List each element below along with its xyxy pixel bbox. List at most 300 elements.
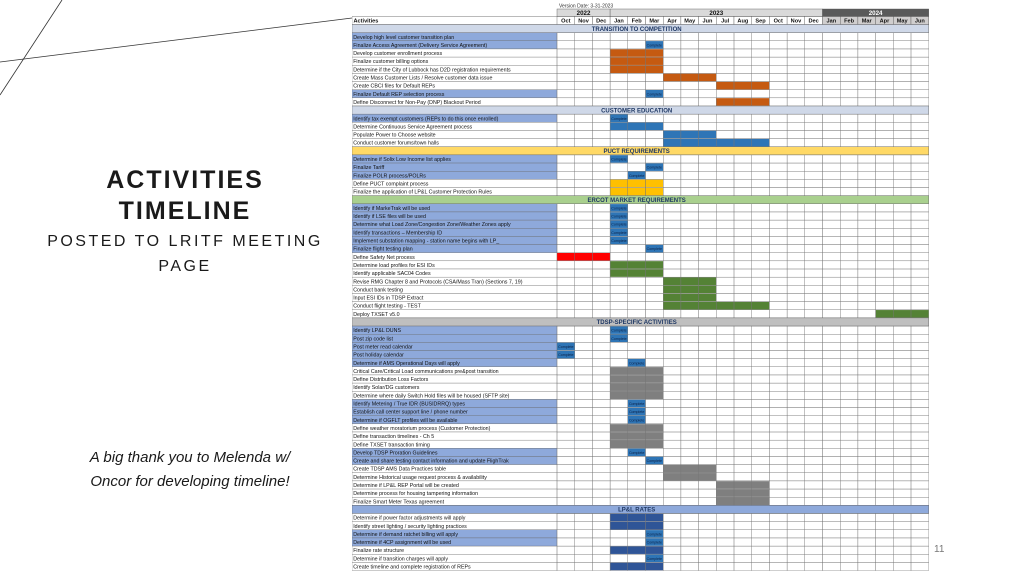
grid-cell <box>893 530 911 538</box>
grid-cell <box>681 432 699 440</box>
grid-cell <box>681 253 699 261</box>
grid-cell <box>628 334 646 342</box>
grid-cell <box>646 359 664 367</box>
activity-bar <box>610 188 663 196</box>
activity-label: Post meter read calendar <box>353 344 413 351</box>
grid-cell <box>716 293 734 301</box>
grid-cell <box>699 204 717 212</box>
grid-cell <box>646 399 664 407</box>
grid-cell <box>876 456 894 464</box>
grid-cell <box>876 269 894 277</box>
grid-cell <box>769 57 787 65</box>
grid-cell <box>575 293 593 301</box>
grid-cell <box>592 351 610 359</box>
grid-cell <box>716 408 734 416</box>
grid-cell <box>840 375 858 383</box>
grid-cell <box>858 130 876 138</box>
grid-cell <box>858 41 876 49</box>
grid-cell <box>716 383 734 391</box>
grid-cell <box>805 98 823 106</box>
page-number: 11 <box>934 544 945 555</box>
grid-cell <box>610 82 628 90</box>
grid-cell <box>752 416 770 424</box>
grid-cell <box>575 473 593 481</box>
grid-cell <box>734 57 752 65</box>
grid-cell <box>823 522 841 530</box>
grid-cell <box>769 130 787 138</box>
grid-cell <box>681 497 699 505</box>
activity-bar <box>610 375 663 383</box>
grid-cell <box>716 163 734 171</box>
grid-cell <box>893 220 911 228</box>
grid-cell <box>557 359 575 367</box>
grid-cell <box>592 155 610 163</box>
grid-cell <box>858 253 876 261</box>
grid-cell <box>592 73 610 81</box>
grid-cell <box>805 424 823 432</box>
grid-cell <box>752 408 770 416</box>
grid-cell <box>911 253 929 261</box>
grid-cell <box>592 228 610 236</box>
grid-cell <box>752 236 770 244</box>
grid-cell <box>858 465 876 473</box>
grid-cell <box>858 342 876 350</box>
grid-cell <box>557 41 575 49</box>
activity-label: Input ESI IDs in TDSP Extract <box>353 295 424 302</box>
grid-cell <box>557 334 575 342</box>
activity-label: Determine if OGFLT profiles will be available <box>353 417 458 424</box>
grid-cell <box>840 73 858 81</box>
grid-cell <box>592 562 610 570</box>
grid-cell <box>557 90 575 98</box>
grid-cell <box>699 554 717 562</box>
grid-cell <box>787 399 805 407</box>
complete-label: Complete <box>611 116 627 121</box>
grid-cell <box>787 562 805 570</box>
grid-cell <box>628 351 646 359</box>
grid-cell <box>858 261 876 269</box>
grid-cell <box>663 98 681 106</box>
grid-cell <box>734 188 752 196</box>
grid-cell <box>876 554 894 562</box>
grid-cell <box>663 416 681 424</box>
grid-cell <box>575 130 593 138</box>
grid-cell <box>787 130 805 138</box>
activity-label: Identify Metering / True IDR (BUSIDRRQ) types <box>353 401 466 408</box>
grid-cell <box>769 456 787 464</box>
grid-cell <box>646 204 664 212</box>
grid-cell <box>557 65 575 73</box>
grid-cell <box>893 236 911 244</box>
month-label: Feb <box>631 18 642 25</box>
grid-cell <box>752 245 770 253</box>
activity-label: Determine what Load Zone/Congestion Zone/Weather Zones apply <box>353 222 511 229</box>
month-label: Apr <box>879 18 890 25</box>
grid-cell <box>663 554 681 562</box>
grid-cell <box>575 228 593 236</box>
grid-cell <box>628 342 646 350</box>
grid-cell <box>911 171 929 179</box>
grid-cell <box>893 546 911 554</box>
grid-cell <box>893 171 911 179</box>
activity-bar <box>663 294 716 302</box>
activity-bar <box>610 66 663 74</box>
grid-cell <box>575 367 593 375</box>
grid-cell <box>592 302 610 310</box>
grid-cell <box>840 530 858 538</box>
grid-cell <box>911 342 929 350</box>
grid-cell <box>592 440 610 448</box>
grid-cell <box>805 293 823 301</box>
grid-cell <box>805 130 823 138</box>
grid-cell <box>858 456 876 464</box>
grid-cell <box>858 188 876 196</box>
grid-cell <box>575 554 593 562</box>
grid-cell <box>646 114 664 122</box>
grid-cell <box>610 359 628 367</box>
grid-cell <box>592 456 610 464</box>
grid-cell <box>575 359 593 367</box>
grid-cell <box>663 179 681 187</box>
grid-cell <box>769 212 787 220</box>
grid-cell <box>699 220 717 228</box>
grid-cell <box>699 432 717 440</box>
grid-cell <box>840 334 858 342</box>
grid-cell <box>681 49 699 57</box>
grid-cell <box>557 122 575 130</box>
grid-cell <box>716 65 734 73</box>
grid-cell <box>681 448 699 456</box>
grid-cell <box>911 408 929 416</box>
grid-cell <box>681 424 699 432</box>
grid-cell <box>752 33 770 41</box>
grid-cell <box>575 465 593 473</box>
grid-cell <box>734 351 752 359</box>
grid-cell <box>876 416 894 424</box>
grid-cell <box>840 359 858 367</box>
grid-cell <box>876 489 894 497</box>
grid-cell <box>575 73 593 81</box>
grid-cell <box>575 383 593 391</box>
grid-cell <box>752 432 770 440</box>
thanks-line2: Oncor for developing timeline! <box>90 473 290 490</box>
grid-cell <box>769 408 787 416</box>
grid-cell <box>592 188 610 196</box>
grid-cell <box>734 416 752 424</box>
grid-cell <box>592 416 610 424</box>
grid-cell <box>823 139 841 147</box>
grid-cell <box>876 228 894 236</box>
grid-cell <box>557 204 575 212</box>
grid-cell <box>893 188 911 196</box>
grid-cell <box>805 554 823 562</box>
grid-cell <box>628 155 646 163</box>
grid-cell <box>716 122 734 130</box>
grid-cell <box>787 57 805 65</box>
grid-cell <box>575 179 593 187</box>
grid-cell <box>575 285 593 293</box>
grid-cell <box>663 391 681 399</box>
grid-cell <box>911 326 929 334</box>
grid-cell <box>858 326 876 334</box>
grid-cell <box>823 261 841 269</box>
grid-cell <box>823 367 841 375</box>
complete-label: Complete <box>611 222 627 227</box>
grid-cell <box>575 310 593 318</box>
activity-label: Finalize rate structure <box>353 548 405 555</box>
grid-cell <box>840 416 858 424</box>
grid-cell <box>734 562 752 570</box>
grid-cell <box>575 399 593 407</box>
grid-cell <box>911 261 929 269</box>
grid-cell <box>752 456 770 464</box>
grid-cell <box>805 236 823 244</box>
grid-cell <box>646 293 664 301</box>
grid-cell <box>787 236 805 244</box>
grid-cell <box>893 204 911 212</box>
grid-cell <box>769 375 787 383</box>
grid-cell <box>876 473 894 481</box>
grid-cell <box>592 310 610 318</box>
grid-cell <box>805 171 823 179</box>
grid-cell <box>575 139 593 147</box>
grid-cell <box>876 562 894 570</box>
grid-cell <box>681 220 699 228</box>
grid-cell <box>716 285 734 293</box>
grid-cell <box>893 554 911 562</box>
activity-label: Determine if AMS Operational Days will apply <box>353 360 460 367</box>
grid-cell <box>699 122 717 130</box>
grid-cell <box>911 212 929 220</box>
grid-cell <box>575 302 593 310</box>
grid-cell <box>769 253 787 261</box>
grid-cell <box>893 130 911 138</box>
grid-cell <box>805 277 823 285</box>
complete-label: Complete <box>646 43 663 48</box>
grid-cell <box>769 171 787 179</box>
activity-bar <box>663 131 716 139</box>
grid-cell <box>663 49 681 57</box>
grid-cell <box>787 408 805 416</box>
grid-cell <box>557 171 575 179</box>
grid-cell <box>787 155 805 163</box>
grid-cell <box>557 57 575 65</box>
grid-cell <box>823 285 841 293</box>
grid-cell <box>699 562 717 570</box>
grid-cell <box>628 98 646 106</box>
grid-cell <box>911 33 929 41</box>
grid-cell <box>575 432 593 440</box>
complete-label: Complete <box>611 336 627 341</box>
grid-cell <box>823 302 841 310</box>
activity-label: Finalize Smart Meter Texas agreement <box>353 499 445 506</box>
activity-label: Finalize flight testing plan <box>353 246 413 253</box>
grid-cell <box>699 41 717 49</box>
grid-cell <box>575 114 593 122</box>
grid-cell <box>734 546 752 554</box>
grid-cell <box>592 530 610 538</box>
grid-cell <box>610 554 628 562</box>
grid-cell <box>592 481 610 489</box>
grid-cell <box>716 114 734 122</box>
grid-cell <box>646 473 664 481</box>
grid-cell <box>752 399 770 407</box>
grid-cell <box>681 522 699 530</box>
grid-cell <box>769 220 787 228</box>
grid-cell <box>911 236 929 244</box>
grid-cell <box>681 399 699 407</box>
grid-cell <box>876 90 894 98</box>
grid-cell <box>663 562 681 570</box>
grid-cell <box>681 155 699 163</box>
grid-cell <box>592 473 610 481</box>
grid-cell <box>752 179 770 187</box>
grid-cell <box>699 163 717 171</box>
grid-cell <box>787 228 805 236</box>
grid-cell <box>858 90 876 98</box>
activity-bar <box>663 465 716 473</box>
grid-cell <box>610 33 628 41</box>
grid-cell <box>769 302 787 310</box>
grid-cell <box>805 212 823 220</box>
activity-label: Determine process for housing tampering information <box>353 491 479 498</box>
grid-cell <box>646 481 664 489</box>
grid-cell <box>840 155 858 163</box>
grid-cell <box>840 367 858 375</box>
grid-cell <box>787 522 805 530</box>
grid-cell <box>592 293 610 301</box>
grid-cell <box>734 212 752 220</box>
grid-cell <box>557 473 575 481</box>
grid-cell <box>592 245 610 253</box>
grid-cell <box>646 73 664 81</box>
grid-cell <box>893 293 911 301</box>
grid-cell <box>646 310 664 318</box>
grid-cell <box>557 399 575 407</box>
slide-title-line1: ACTIVITIES <box>106 166 264 194</box>
grid-cell <box>876 220 894 228</box>
grid-cell <box>575 188 593 196</box>
grid-cell <box>752 114 770 122</box>
grid-cell <box>575 416 593 424</box>
grid-cell <box>681 514 699 522</box>
grid-cell <box>893 114 911 122</box>
grid-cell <box>876 342 894 350</box>
grid-cell <box>805 465 823 473</box>
grid-cell <box>823 465 841 473</box>
grid-cell <box>769 399 787 407</box>
grid-cell <box>716 359 734 367</box>
grid-cell <box>876 522 894 530</box>
grid-cell <box>787 212 805 220</box>
grid-cell <box>716 155 734 163</box>
activity-bar <box>610 123 663 131</box>
activity-label: Define Distribution Loss Factors <box>353 377 429 384</box>
grid-cell <box>858 408 876 416</box>
grid-cell <box>681 342 699 350</box>
grid-cell <box>805 440 823 448</box>
activity-label: Determine if power factor adjustments will apply <box>353 515 466 522</box>
grid-cell <box>840 514 858 522</box>
grid-cell <box>823 359 841 367</box>
grid-cell <box>699 98 717 106</box>
grid-cell <box>769 522 787 530</box>
grid-cell <box>769 65 787 73</box>
grid-cell <box>840 188 858 196</box>
grid-cell <box>610 408 628 416</box>
grid-cell <box>876 285 894 293</box>
grid-cell <box>805 90 823 98</box>
grid-cell <box>575 33 593 41</box>
grid-cell <box>823 448 841 456</box>
grid-cell <box>628 82 646 90</box>
grid-cell <box>893 391 911 399</box>
grid-cell <box>752 57 770 65</box>
grid-cell <box>592 163 610 171</box>
activity-label: Finalize Tariff <box>353 165 385 172</box>
grid-cell <box>734 456 752 464</box>
grid-cell <box>858 57 876 65</box>
grid-cell <box>805 253 823 261</box>
activity-label: Identify LP&L DUNS <box>353 328 401 335</box>
activity-label: Conduct customer forums/town halls <box>353 140 439 147</box>
grid-cell <box>893 269 911 277</box>
grid-cell <box>805 530 823 538</box>
grid-cell <box>646 342 664 350</box>
thanks-note <box>40 446 340 494</box>
grid-cell <box>805 285 823 293</box>
grid-cell <box>663 351 681 359</box>
grid-cell <box>805 122 823 130</box>
grid-cell <box>716 269 734 277</box>
grid-cell <box>752 326 770 334</box>
grid-cell <box>734 204 752 212</box>
grid-cell <box>681 41 699 49</box>
grid-cell <box>787 367 805 375</box>
grid-cell <box>752 188 770 196</box>
grid-cell <box>734 383 752 391</box>
grid-cell <box>911 456 929 464</box>
grid-cell <box>681 562 699 570</box>
grid-cell <box>716 432 734 440</box>
grid-cell <box>699 90 717 98</box>
grid-cell <box>787 65 805 73</box>
grid-cell <box>893 57 911 65</box>
grid-cell <box>911 391 929 399</box>
grid-cell <box>805 497 823 505</box>
grid-cell <box>575 204 593 212</box>
grid-cell <box>557 245 575 253</box>
grid-cell <box>610 538 628 546</box>
grid-cell <box>805 269 823 277</box>
grid-cell <box>575 481 593 489</box>
grid-cell <box>805 342 823 350</box>
grid-cell <box>823 399 841 407</box>
grid-cell <box>769 49 787 57</box>
grid-cell <box>575 122 593 130</box>
grid-cell <box>557 139 575 147</box>
grid-cell <box>823 212 841 220</box>
grid-cell <box>610 293 628 301</box>
grid-cell <box>628 293 646 301</box>
grid-cell <box>752 342 770 350</box>
grid-cell <box>858 155 876 163</box>
grid-cell <box>646 228 664 236</box>
grid-cell <box>557 326 575 334</box>
grid-cell <box>557 236 575 244</box>
grid-cell <box>592 236 610 244</box>
grid-cell <box>734 367 752 375</box>
